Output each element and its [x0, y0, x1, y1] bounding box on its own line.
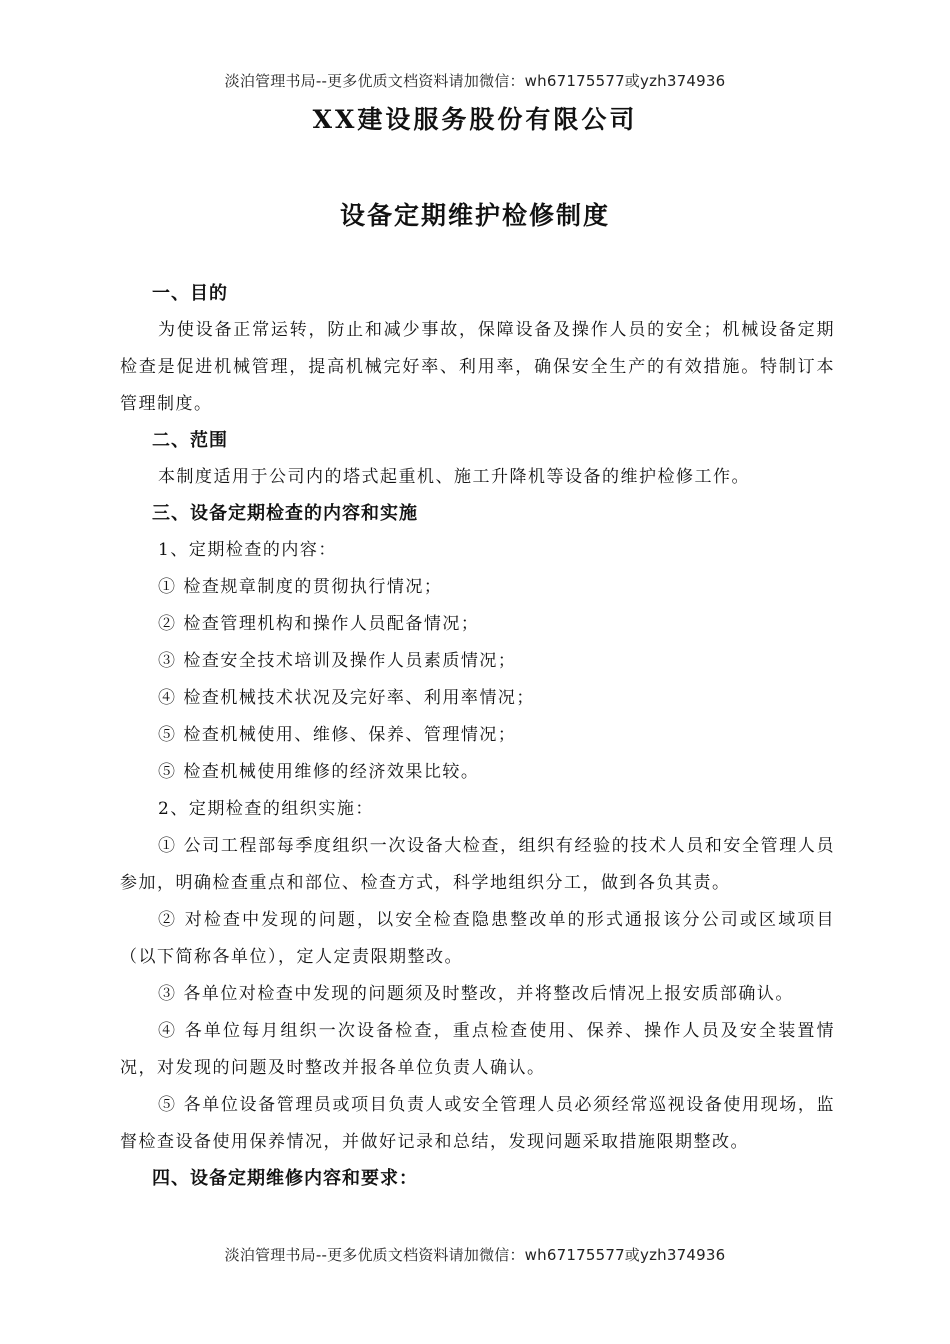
section-scope-heading: 二、范围: [152, 430, 228, 451]
inspection-organization-subheading: 2、定期检查的组织实施：: [158, 799, 374, 819]
list-item: ⑤ 检查机械使用、维修、保养、管理情况；: [158, 725, 517, 745]
paragraph: ② 对检查中发现的问题，以安全检查隐患整改单的形式通报该分公司或区域项目（以下简称各单位），定人定责限期整改。: [120, 910, 835, 967]
paragraph: ⑤ 各单位设备管理员或项目负责人或安全管理人员必须经常巡视设备使用现场，监督检查设备使用保养情况，并做好记录和总结，发现问题采取措施限期整改。: [120, 1095, 835, 1152]
list-item: ① 检查规章制度的贯彻执行情况；: [158, 577, 443, 597]
list-item: ⑤ 检查机械使用维修的经济效果比较。: [158, 762, 480, 782]
paragraph: ③ 各单位对检查中发现的问题须及时整改，并将整改后情况上报安质部确认。: [158, 984, 794, 1004]
section-inspection-heading: 三、设备定期检查的内容和实施: [152, 503, 418, 524]
page-footer-watermark: 淡泊管理书局--更多优质文档资料请加微信：wh67175577或yzh374936: [224, 1246, 726, 1264]
company-name: XX建设服务股份有限公司: [312, 105, 638, 134]
list-item: ③ 检查安全技术培训及操作人员素质情况；: [158, 651, 517, 671]
list-item: ② 检查管理机构和操作人员配备情况；: [158, 614, 480, 634]
page-header-watermark: 淡泊管理书局--更多优质文档资料请加微信：wh67175577或yzh374936: [224, 72, 726, 90]
list-item: ④ 检查机械技术状况及完好率、利用率情况；: [158, 688, 535, 708]
section-scope-text: 本制度适用于公司内的塔式起重机、施工升降机等设备的维护检修工作。: [158, 467, 750, 487]
section-purpose-heading: 一、目的: [152, 283, 228, 304]
document-title: 设备定期维护检修制度: [339, 201, 610, 230]
paragraph: ① 公司工程部每季度组织一次设备大检查，组织有经验的技术人员和安全管理人员参加，明确检查重点和部位、检查方式，科学地组织分工，做到各负其责。: [120, 836, 835, 893]
section-maintenance-heading: 四、设备定期维修内容和要求：: [152, 1168, 418, 1189]
document-body: [120, 276, 835, 1197]
paragraph: ④ 各单位每月组织一次设备检查，重点检查使用、保养、操作人员及安全装置情况，对发现的问题及时整改并报各单位负责人确认。: [120, 1021, 835, 1078]
section-purpose-text: 为使设备正常运转，防止和减少事故，保障设备及操作人员的安全；机械设备定期检查是促进机械管理，提高机械完好率、利用率，确保安全生产的有效措施。特制订本管理制度。: [120, 320, 835, 414]
inspection-content-subheading: 1、定期检查的内容：: [158, 540, 337, 560]
